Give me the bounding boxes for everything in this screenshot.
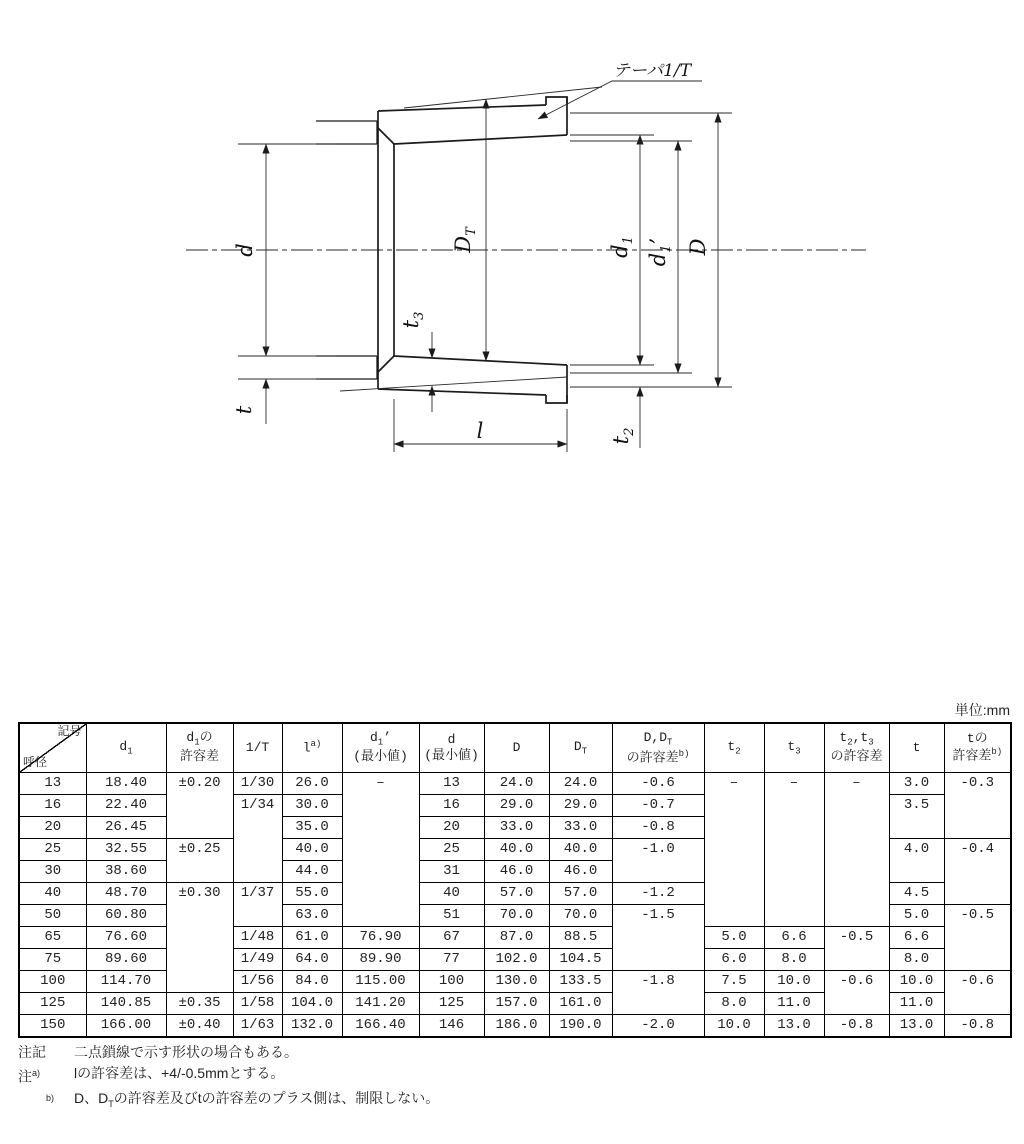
table-cell: -1.0 bbox=[612, 839, 704, 883]
table-cell: 57.0 bbox=[549, 883, 612, 905]
notes bbox=[18, 1042, 439, 1114]
dim-t3 bbox=[399, 312, 432, 412]
d1-label: $d_1$ bbox=[608, 236, 636, 258]
table-cell: 40.0 bbox=[549, 839, 612, 861]
table-cell: 6.6 bbox=[889, 927, 944, 949]
table-cell: 4.5 bbox=[889, 883, 944, 905]
table-cell: 133.5 bbox=[549, 971, 612, 993]
table-cell: 40 bbox=[19, 883, 86, 905]
table-cell: 13 bbox=[419, 773, 484, 795]
table-cell: 88.5 bbox=[549, 927, 612, 949]
table-cell: 10.0 bbox=[704, 1015, 764, 1038]
table-row bbox=[19, 773, 1011, 795]
diagonal-header-cell bbox=[19, 723, 86, 773]
table-cell: 11.0 bbox=[764, 993, 824, 1015]
table-cell: 70.0 bbox=[484, 905, 549, 927]
table-cell: 26.0 bbox=[282, 773, 342, 795]
column-header: $d_1$の 許容差 bbox=[166, 723, 233, 773]
table-cell: 33.0 bbox=[549, 817, 612, 839]
table-cell: – bbox=[824, 773, 889, 927]
table-cell: -0.5 bbox=[824, 927, 889, 971]
DT-label: $D_T$ bbox=[451, 227, 479, 253]
table-cell: 10.0 bbox=[889, 971, 944, 993]
table-cell: 64.0 bbox=[282, 949, 342, 971]
note-line bbox=[18, 1063, 439, 1088]
table-cell: 89.60 bbox=[86, 949, 166, 971]
table-cell: -0.4 bbox=[944, 839, 1011, 905]
l-label: l bbox=[476, 419, 484, 443]
note-text: D、$D_T$の許容差及びtの許容差のプラス側は、制限しない。 bbox=[74, 1089, 440, 1109]
table-cell: -1.8 bbox=[612, 971, 704, 1015]
table-header bbox=[19, 723, 1011, 773]
table-cell: 8.0 bbox=[889, 949, 944, 971]
table-cell: 1/56 bbox=[233, 971, 282, 993]
table-cell: – bbox=[764, 773, 824, 927]
table-cell: 146 bbox=[419, 1015, 484, 1038]
table-cell: 140.85 bbox=[86, 993, 166, 1015]
table-cell: 30.0 bbox=[282, 795, 342, 817]
table-cell: 16 bbox=[419, 795, 484, 817]
table-cell: 7.5 bbox=[704, 971, 764, 993]
column-header: $D_T$ bbox=[549, 723, 612, 773]
unit-label: 単位:mm bbox=[954, 702, 1010, 718]
table-cell: 6.6 bbox=[764, 927, 824, 949]
table-cell: -0.6 bbox=[824, 971, 889, 1015]
table-cell: 1/49 bbox=[233, 949, 282, 971]
table-cell: 63.0 bbox=[282, 905, 342, 927]
table-cell: 26.45 bbox=[86, 817, 166, 839]
table-cell: 186.0 bbox=[484, 1015, 549, 1038]
table-cell: 114.70 bbox=[86, 971, 166, 993]
table-cell: -1.5 bbox=[612, 905, 704, 971]
table-cell: 161.0 bbox=[549, 993, 612, 1015]
table-cell: 150 bbox=[19, 1015, 86, 1038]
table-cell: 13.0 bbox=[764, 1015, 824, 1038]
table-cell: 76.60 bbox=[86, 927, 166, 949]
table-cell: 1/63 bbox=[233, 1015, 282, 1038]
technical-drawing bbox=[0, 0, 1024, 520]
table-cell: -2.0 bbox=[612, 1015, 704, 1038]
table-cell: 76.90 bbox=[342, 927, 419, 949]
table-cell: 5.0 bbox=[889, 905, 944, 927]
header-symbol-label: 記号 bbox=[57, 725, 82, 739]
table-cell: 18.40 bbox=[86, 773, 166, 795]
table-cell: 55.0 bbox=[282, 883, 342, 905]
taper-label: テーパ1/T bbox=[613, 61, 692, 81]
column-header: D bbox=[484, 723, 549, 773]
table-cell: 100 bbox=[419, 971, 484, 993]
table-cell: 166.40 bbox=[342, 1015, 419, 1038]
column-header: $l^{a)}$ bbox=[282, 723, 342, 773]
table-cell: 29.0 bbox=[549, 795, 612, 817]
t2-label: $t_2$ bbox=[609, 427, 637, 445]
table-cell: 24.0 bbox=[549, 773, 612, 795]
table-cell: -0.5 bbox=[944, 905, 1011, 971]
table-cell: 29.0 bbox=[484, 795, 549, 817]
table-cell: 50 bbox=[19, 905, 86, 927]
table-cell: 24.0 bbox=[484, 773, 549, 795]
table-cell: 132.0 bbox=[282, 1015, 342, 1038]
table-cell: -0.6 bbox=[944, 971, 1011, 1015]
table-cell: 40.0 bbox=[484, 839, 549, 861]
table-cell: 190.0 bbox=[549, 1015, 612, 1038]
table-cell: 141.20 bbox=[342, 993, 419, 1015]
table-cell: 51 bbox=[419, 905, 484, 927]
table-cell: 102.0 bbox=[484, 949, 549, 971]
dim-DT bbox=[451, 99, 486, 361]
column-header: $D,D_T$ の許容差$^{b)}$ bbox=[612, 723, 704, 773]
note-text: lの許容差は、+4/-0.5mmとする。 bbox=[74, 1065, 285, 1081]
table-cell: -0.8 bbox=[944, 1015, 1011, 1038]
d1-prime-label: $d_1$’ bbox=[646, 237, 674, 267]
table-cell: 4.0 bbox=[889, 839, 944, 883]
table-cell: 57.0 bbox=[484, 883, 549, 905]
table-cell: – bbox=[342, 773, 419, 927]
table-cell: 38.60 bbox=[86, 861, 166, 883]
note-text: 二点鎖線で示す形状の場合もある。 bbox=[74, 1044, 298, 1060]
table-cell: 11.0 bbox=[889, 993, 944, 1015]
table-cell: 25 bbox=[419, 839, 484, 861]
t3-label: $t_3$ bbox=[399, 311, 427, 329]
column-header: tの 許容差$^{b)}$ bbox=[944, 723, 1011, 773]
table-cell: ±0.25 bbox=[166, 839, 233, 883]
column-header: 1/T bbox=[233, 723, 282, 773]
column-header: $d_1$ bbox=[86, 723, 166, 773]
t-label: t bbox=[232, 405, 256, 415]
table-cell: 13.0 bbox=[889, 1015, 944, 1038]
table-cell: 100 bbox=[19, 971, 86, 993]
table-cell: 125 bbox=[419, 993, 484, 1015]
column-header: $d_1$’ (最小値) bbox=[342, 723, 419, 773]
table-cell: 16 bbox=[19, 795, 86, 817]
table-cell: 70.0 bbox=[549, 905, 612, 927]
table-cell: – bbox=[704, 773, 764, 927]
table-cell: -0.3 bbox=[944, 773, 1011, 839]
table-cell: 46.0 bbox=[549, 861, 612, 883]
table-cell: 48.70 bbox=[86, 883, 166, 905]
table-cell: 3.0 bbox=[889, 773, 944, 795]
column-header: $t_3$ bbox=[764, 723, 824, 773]
table-cell: ±0.20 bbox=[166, 773, 233, 839]
table-cell: 166.00 bbox=[86, 1015, 166, 1038]
table-cell: 75 bbox=[19, 949, 86, 971]
note-label: b) bbox=[46, 1092, 55, 1103]
table-cell: 1/58 bbox=[233, 993, 282, 1015]
table-cell: 8.0 bbox=[764, 949, 824, 971]
dim-t bbox=[232, 379, 320, 424]
table-cell: 157.0 bbox=[484, 993, 549, 1015]
d-label: d bbox=[233, 243, 257, 257]
note-label: 注$^{a)}$ bbox=[18, 1068, 41, 1085]
column-header: t bbox=[889, 723, 944, 773]
table-cell: 3.5 bbox=[889, 795, 944, 839]
note-line bbox=[18, 1042, 439, 1063]
table-cell: 84.0 bbox=[282, 971, 342, 993]
table-cell: 13 bbox=[19, 773, 86, 795]
dim-t2 bbox=[609, 387, 640, 448]
table-cell: 40 bbox=[419, 883, 484, 905]
table-cell: 87.0 bbox=[484, 927, 549, 949]
table-cell: ±0.35 bbox=[166, 993, 233, 1015]
note-line bbox=[18, 1088, 439, 1115]
table-cell: 1/48 bbox=[233, 927, 282, 949]
table-cell: 130.0 bbox=[484, 971, 549, 993]
table-cell: 10.0 bbox=[764, 971, 824, 993]
table-cell: 46.0 bbox=[484, 861, 549, 883]
table-cell: 33.0 bbox=[484, 817, 549, 839]
dim-l bbox=[394, 399, 567, 452]
table-cell: 1/30 bbox=[233, 773, 282, 795]
table-cell: ±0.40 bbox=[166, 1015, 233, 1038]
table-row bbox=[19, 1015, 1011, 1038]
header-nominal-label: 呼径 bbox=[23, 756, 48, 770]
table-cell: 77 bbox=[419, 949, 484, 971]
table-cell: 32.55 bbox=[86, 839, 166, 861]
table-cell: 35.0 bbox=[282, 817, 342, 839]
column-header: $t_2$ bbox=[704, 723, 764, 773]
D-label: D bbox=[686, 238, 710, 256]
table-cell: -1.2 bbox=[612, 883, 704, 905]
table-cell: 104.0 bbox=[282, 993, 342, 1015]
taper-callout bbox=[538, 61, 702, 119]
table-cell: 44.0 bbox=[282, 861, 342, 883]
table-cell: 1/34 bbox=[233, 795, 282, 883]
table-cell: -0.7 bbox=[612, 795, 704, 817]
table-cell: -0.8 bbox=[612, 817, 704, 839]
column-header: d (最小値) bbox=[419, 723, 484, 773]
table-cell: 1/37 bbox=[233, 883, 282, 927]
table-cell: 5.0 bbox=[704, 927, 764, 949]
table-cell: 60.80 bbox=[86, 905, 166, 927]
note-label: 注記 bbox=[18, 1044, 46, 1060]
table-cell: 20 bbox=[19, 817, 86, 839]
column-header: $t_2,t_3$ の許容差 bbox=[824, 723, 889, 773]
table-cell: 8.0 bbox=[704, 993, 764, 1015]
table-cell: 30 bbox=[19, 861, 86, 883]
table-cell: 31 bbox=[419, 861, 484, 883]
table-cell: 125 bbox=[19, 993, 86, 1015]
table-cell: ±0.30 bbox=[166, 883, 233, 993]
table-cell: 22.40 bbox=[86, 795, 166, 817]
table-cell: 40.0 bbox=[282, 839, 342, 861]
table-cell: 89.90 bbox=[342, 949, 419, 971]
table-cell: 6.0 bbox=[704, 949, 764, 971]
table-cell: 67 bbox=[419, 927, 484, 949]
table-cell: 65 bbox=[19, 927, 86, 949]
dimension-table bbox=[18, 722, 1012, 1038]
table-cell: 61.0 bbox=[282, 927, 342, 949]
table-cell: 104.5 bbox=[549, 949, 612, 971]
table-cell: 115.00 bbox=[342, 971, 419, 993]
table-cell: -0.6 bbox=[612, 773, 704, 795]
table-cell: 20 bbox=[419, 817, 484, 839]
table-cell: 25 bbox=[19, 839, 86, 861]
table-cell: -0.8 bbox=[824, 1015, 889, 1038]
